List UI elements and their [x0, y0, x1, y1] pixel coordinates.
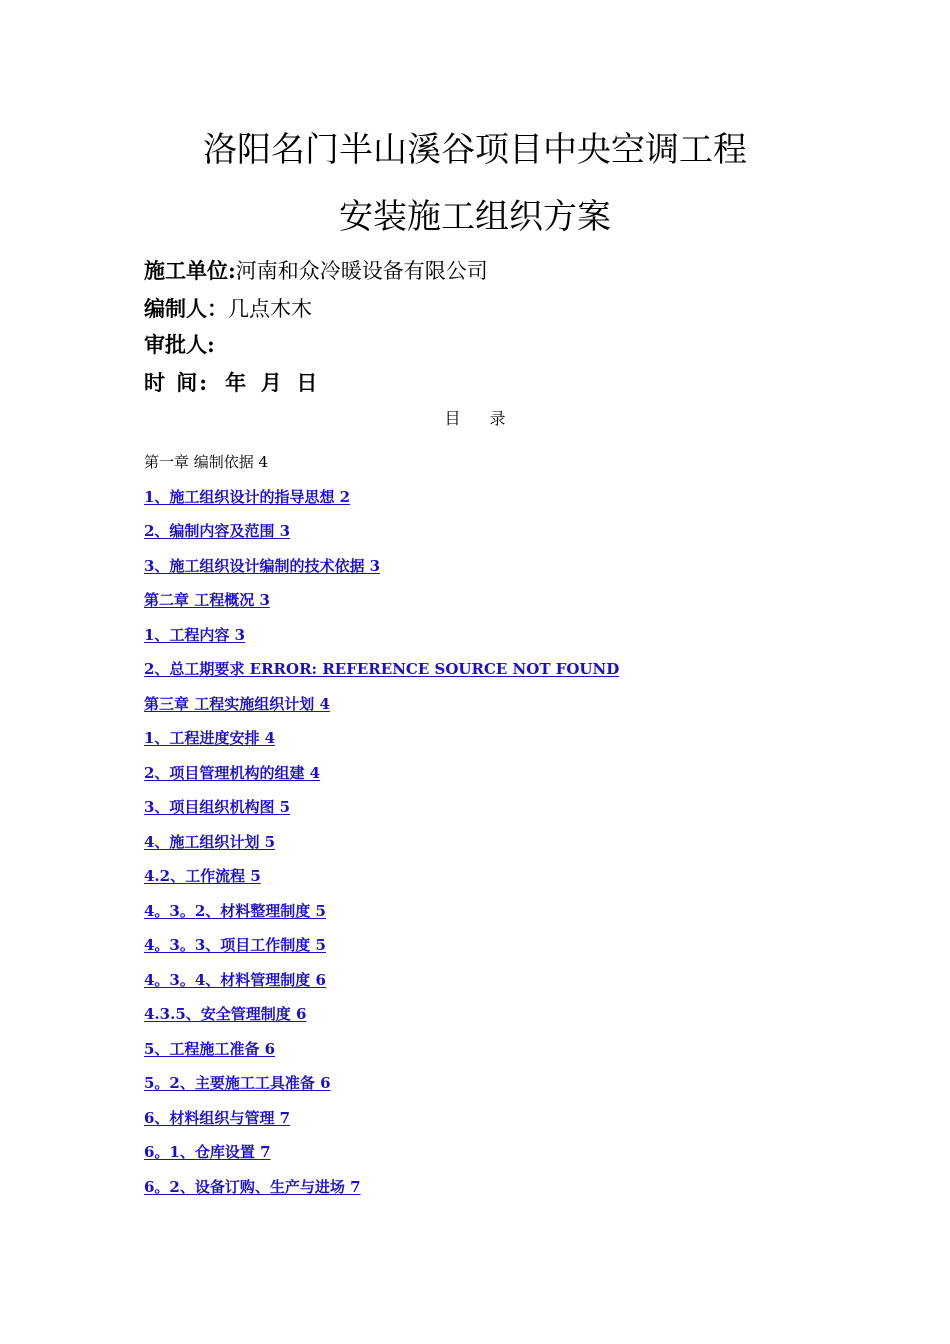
toc-link[interactable]	[144, 1004, 844, 1039]
construction-unit-value: 河南和众冷暖设备有限公司	[235, 259, 488, 283]
toc-link-text[interactable]: 4。3。3、项目工作制度 5	[144, 936, 326, 954]
toc-link-text[interactable]: 3、项目组织机构图 5	[144, 798, 291, 816]
toc-link[interactable]	[144, 1108, 844, 1143]
approver-label: 审批人:	[144, 332, 215, 357]
toc-link-text[interactable]: 4、施工组织计划 5	[144, 832, 276, 851]
toc-link-text[interactable]: 6。1、仓库设置 7	[144, 1143, 271, 1161]
time-label: 时 间:	[144, 370, 210, 395]
toc-link-text[interactable]: 第三章 工程实施组织计划 4	[144, 694, 330, 713]
toc-link[interactable]	[144, 556, 844, 591]
construction-unit-label: 施工单位:	[144, 258, 236, 283]
toc-link-text[interactable]: 5、工程施工准备 6	[144, 1039, 276, 1058]
toc-link-text[interactable]: 1、工程内容 3	[144, 625, 246, 644]
approver-line	[144, 332, 215, 358]
toc-heading: 目 录	[444, 409, 518, 428]
toc-link-text[interactable]: 5。2、主要施工工具准备 6	[144, 1074, 331, 1092]
toc-link-text[interactable]: 1、施工组织设计的指导思想 2	[144, 487, 351, 506]
toc-link[interactable]	[144, 901, 844, 936]
table-of-contents	[144, 452, 844, 1211]
compiler-label: 编制人：	[144, 296, 228, 321]
toc-link[interactable]	[144, 832, 844, 867]
toc-link-text[interactable]: 4。3。4、材料管理制度 6	[144, 970, 326, 989]
compiler-line	[144, 296, 312, 322]
toc-link[interactable]	[144, 1039, 844, 1074]
toc-link-text[interactable]: 2、编制内容及范围 3	[144, 522, 291, 540]
toc-link[interactable]	[144, 1142, 844, 1177]
toc-link-text[interactable]: 4.3.5、安全管理制度 6	[144, 1005, 307, 1023]
toc-link[interactable]	[144, 590, 844, 625]
toc-entry	[144, 452, 844, 487]
compiler-value: 几点木木	[228, 297, 312, 321]
document-title-line-1: 洛阳名门半山溪谷项目中央空调工程	[203, 130, 747, 170]
toc-link-text[interactable]: 2、总工期要求 ERROR: REFERENCE SOURCE NOT FOUND	[144, 660, 620, 678]
toc-link[interactable]	[144, 521, 844, 556]
time-value: 年 月 日	[225, 370, 318, 395]
toc-link[interactable]	[144, 625, 844, 660]
toc-link-text[interactable]: 2、项目管理机构的组建 4	[144, 763, 321, 782]
toc-link-text[interactable]: 6、材料组织与管理 7	[144, 1108, 291, 1127]
toc-link-text[interactable]: 第二章 工程概况 3	[144, 591, 270, 609]
toc-link-text[interactable]: 4.2、工作流程 5	[144, 867, 261, 885]
document-title-line-2: 安装施工组织方案	[339, 197, 611, 237]
toc-entry-text: 第一章 编制依据 4	[144, 453, 269, 471]
construction-unit-line	[144, 258, 488, 284]
toc-link[interactable]	[144, 487, 844, 522]
toc-link-text[interactable]: 6。2、设备订购、生产与进场 7	[144, 1177, 361, 1196]
toc-link[interactable]	[144, 659, 844, 694]
toc-link[interactable]	[144, 935, 844, 970]
time-line	[144, 370, 317, 396]
toc-link-text[interactable]: 4。3。2、材料整理制度 5	[144, 901, 326, 920]
toc-link[interactable]	[144, 728, 844, 763]
toc-link[interactable]	[144, 1073, 844, 1108]
toc-link-text[interactable]: 1、工程进度安排 4	[144, 729, 276, 747]
toc-link-text[interactable]: 3、施工组织设计编制的技术依据 3	[144, 556, 381, 575]
toc-link[interactable]	[144, 694, 844, 729]
toc-link[interactable]	[144, 866, 844, 901]
toc-link[interactable]	[144, 1177, 844, 1212]
toc-link[interactable]	[144, 763, 844, 798]
toc-link[interactable]	[144, 797, 844, 832]
toc-link[interactable]	[144, 970, 844, 1005]
